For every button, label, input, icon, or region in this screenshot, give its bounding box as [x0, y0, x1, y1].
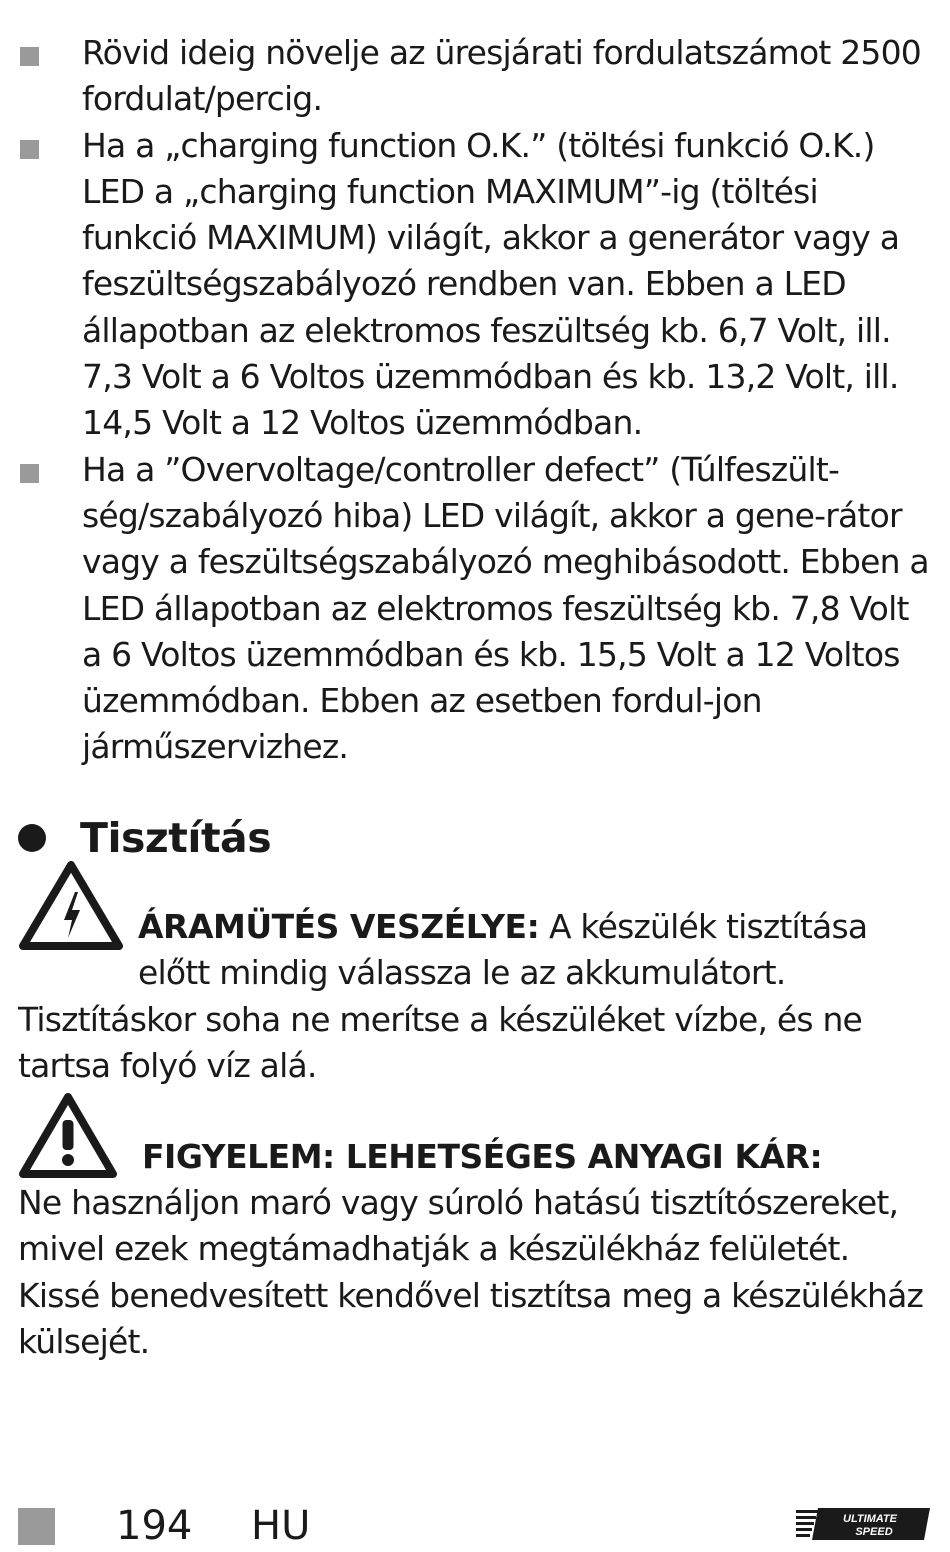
footer-square-icon — [18, 1508, 55, 1545]
list-item — [0, 123, 950, 447]
shock-warning-text: A készülék tisztítása előtt mindig válassza le az akkumulátort. Tisztításkor soha ne merítse a készüléket vízbe, és ne tartsa folyó víz alá. — [18, 907, 868, 1085]
round-bullet-icon — [18, 824, 46, 852]
caution-text: Ne használjon maró vagy súroló hatású tisztítószereket, mivel ezek megtámadhatják a készülékház felületét. Kissé benedvesített kendővel tisztítsa meg a készülékház külsejét. — [18, 1183, 924, 1361]
square-bullet-icon — [20, 47, 39, 66]
caution-warning — [18, 1090, 938, 1365]
electric-shock-warning-icon — [18, 860, 124, 952]
caution-lead: FIGYELEM: LEHETSÉGES ANYAGI KÁR: — [142, 1137, 823, 1176]
ultimate-speed-logo — [794, 1504, 934, 1544]
list-item-text: Rövid ideig növelje az üresjárati fordulatszámot 2500 fordulat/percig. — [82, 33, 921, 119]
language-code: HU — [251, 1503, 311, 1549]
page-footer — [18, 1500, 938, 1548]
section-heading — [18, 812, 271, 864]
shock-warning — [18, 858, 938, 1089]
list-item — [0, 447, 950, 771]
square-bullet-icon — [20, 464, 39, 483]
logo-line1: ULTIMATE — [843, 1513, 897, 1525]
list-item — [0, 30, 950, 123]
logo-line2: SPEED — [855, 1526, 893, 1538]
shock-warning-lead: ÁRAMÜTÉS VESZÉLYE: — [138, 907, 540, 946]
page-number: 194 — [116, 1503, 193, 1549]
caution-warning-icon — [18, 1092, 118, 1180]
list-item-text: Ha a ”Overvoltage/controller defect” (Túlfeszült-ség/szabályozó hiba) LED világít, akkor a gene-rátor vagy a feszültségszabályozó meghibásodott. Ebben a LED állapotban az elektromos feszültség kb. 7,8 Volt a 6 Voltos üzemmódban és kb. 15,5 Volt a 12 Voltos üzemmódban. Ebben az esetben fordul-jon járműszervizhez. — [82, 449, 929, 767]
bullet-list — [0, 30, 950, 771]
square-bullet-icon — [20, 140, 39, 159]
section-title: Tisztítás — [80, 814, 272, 862]
list-item-text: Ha a „charging function O.K.” (töltési funkció O.K.) LED a „charging function MAXIMUM”-ig (töltési funkció MAXIMUM) világít, akkor a generátor vagy a feszültségszabályozó rendben van. Ebben a LED állapotban az elektromos feszültség kb. 6,7 Volt, ill. 7,3 Volt a 6 Voltos üzemmódban és kb. 13,2 Volt, ill. 14,5 Volt a 12 Voltos üzemmódban. — [82, 125, 900, 443]
